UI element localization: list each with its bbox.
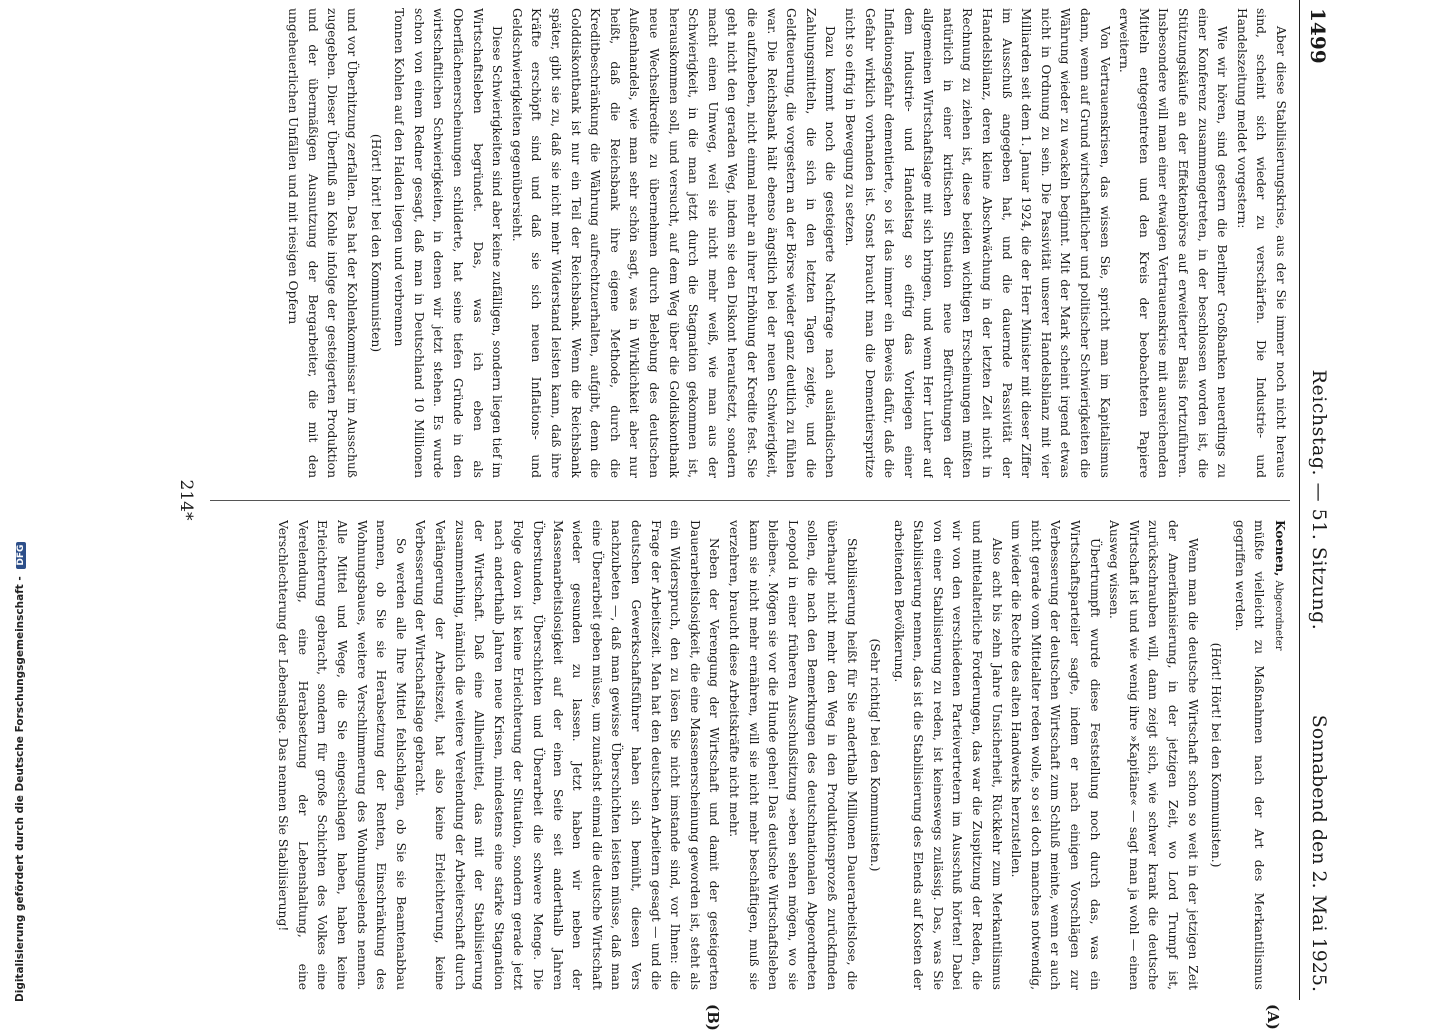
paragraph: Von Vertrauenskrisen, das wissen Sie, spricht man im Kapitalismus dann, wenn auf Grund wirtschaftlicher und politischer Schwierigkeiten die Währung wieder zu wackeln beginnt. Mit der Mark scheint irgend etwas nicht in Ordnung zu sein. Die Passivität unserer Handelsbilanz mit vier Milliarden seit dem 1. Januar 1924, die der Herr Minister mit dieser Ziffer im Ausschuß angegeben hat, und die dauernde Passivität der Handelsbilanz, deren kleine Abschwächung in der letzten Zeit nicht in Rechnung zu ziehen ist, diese beiden wichtigen Erscheinungen müßten natürlich in einer kritischen Situation neue Befürchtungen der allgemeinen Wirtschaftslage mit sich bringen, und wenn Herr Luther auf dem Industrie- und Handelstag so eifrig das Vorliegen einer Inflationsgefahr dementierte, so ist das immer ein Beweis dafür, daß die Gefahr wirklich vorhanden ist. Sonst braucht man die Dementierspritze nicht so eifrig in Bewegung zu setzen.	[842, 8, 1112, 478]
dfg-logo: DFG	[16, 542, 26, 569]
page-number: 1499	[1306, 8, 1330, 64]
page-header	[1299, 0, 1334, 1000]
paragraph-quote: Wie wir hören, sind gestern die Berliner Großbanken neuerdings zu einer Konferenz zusammengetreten, in der beschlossen worden ist, die Stützungskäufe an der Effektenbörse auf erweiterter Basis fortzuführen. Insbesondere will man einer etwaigen Vertrauenskrise mit ausreichenden Mitteln entgegentreten und den Kreis der beobachteten Papiere erweitern.	[1117, 8, 1230, 478]
header-title: Reichstag. — 51. Sitzung.	[1308, 369, 1330, 631]
digitization-text: Digitalisierung gefördert durch die Deutsche Forschungsgemeinschaft -	[14, 576, 26, 1002]
paragraph: Dazu kommt noch die gesteigerte Nachfrage nach ausländischen Zahlungsmitteln, die sich in den letzten Tagen zeigte, und die Geldteuerung, die vorgestern an der Börse wieder ganz deutlich zu fühlen war. Die Reichsbank hält ebenso ängstlich bei der neuen Schwierigkeit, die aufzuheben, nicht einmal mehr an ihrer Erhöhung der Kredite fest. Sie geht nicht den geraden Weg, indem sie den Diskont heraufsetzt, sondern macht einen Umweg, weil sie nicht mehr weiß, wie man aus der Schwierigkeit, in die man jetzt durch die Stagnation gekommen ist, herauskommen soll, und versucht, auf dem Weg über die Goldiskontbank neue Wechselkredite zu übernehmen durch Belebung des deutschen Außenhandels, wie man sehr schön sagt, was in Wirklichkeit aber nur heißt, daß die Reichsbank ihre eigene Methode, durch die Kreditbeschränkung die Währung aufrechtzuerhalten, aufgibt, denn die Golddiskontbank ist nur ein Teil der Reichsbank. Wenn die Reichsbank später, gibt sie zu, daß sie nicht mehr Widerstand leisten kann, daß ihre Kräfte erschöpft sind und daß sie sich neuen Inflations- und Geldschwierigkeiten gegenübersieht.	[509, 8, 838, 478]
column-left-text	[210, 520, 1290, 990]
paragraph: Neben der Verengung der Wirtschaft und damit der gesteigerten Dauerarbeitslosigkeit, die eine Massenerscheinung geworden ist, steht als ein Widerspruch, den zu lösen Sie nicht imstande sind, vor Ihnen: die Frage der Arbeitszeit. Man hat den deutschen Arbeitern gesagt — und die deutschen Gewerkschaftsführer haben sich bemüht, diesen Vers nachzubeten —, daß man gewisse Überschichten leisten müsse, daß man eine Überarbeit geben müsse, um zunächst einmal die deutsche Wirtschaft wieder gesunden zu lassen. Jetzt haben wir neben der Massenarbeitslosigkeit auf der einen Seite seit anderthalb Jahren Überstunden, Überschichten und Überarbeit die schwere Menge. Die Folge davon ist keine Erleichterung der Situation, sondern gerade jetzt nach anderthalb Jahren neue Krisen, mindestens eine starke Stagnation der Wirtschaft. Daß eine Allheilmittel, das mit der Stabilisierung zusammenhing, nämlich die weitere Verelendung der Arbeiterschaft durch Verlängerung der Arbeitszeit, hat also keine Erleichterung, keine Verbesserung der Wirtschaftslage gebracht.	[413, 520, 722, 990]
margin-mark-b: (B)	[704, 1004, 722, 1031]
paragraph: und vor Überhitzung zerfallen. Das hat der Kohlenkommissar im Ausschuß zugegeben. Dieser Überfluß an Kohle infolge der gesteigerten Produktion und der übermäßigen Ausnutzung der Bergarbeiter, die mit den ungeheuerlichen Unfällen und mit riesigen Opfern	[286, 8, 360, 478]
header-date: Sonnabend den 2. Mai 1925.	[1308, 714, 1330, 992]
paragraph: Diese Schwierigkeiten sind aber keine zufälligen, sondern liegen tief im Wirtschaftsleben begründet. Das, was ich eben als Oberflächenerscheinungen schilderte, hat seine tiefen Gründe in den wirtschaftlichen Schwierigkeiten, in denen wir jetzt stehen. Es wurde schon von einem Redner gesagt, daß man in Deutschland 10 Millionen Tonnen Kohlen auf den Halden liegen und verbrennen	[392, 8, 505, 478]
paragraph: Übertrumpft wurde diese Feststellung noch durch das, was ein Wirtschaftsparteiler sagte, indem er nach einigen Vorschlägen zur Verbesserung der deutschen Wirtschaft zum Schluß meinte, wenn er auch nicht gerade vom Mittelalter reden wolle, so sei doch manches notwendig, um wieder die Rechte des alten Handwerks herzustellen.	[1009, 520, 1102, 990]
speaker-name: Koenen,	[1273, 520, 1288, 577]
margin-mark-a: (A)	[1264, 1004, 1282, 1030]
paragraph: Aber diese Stabilisierungskrise, aus der Sie immer noch nicht heraus sind, scheint sich wieder zu verschärfen. Die Industrie- und Handelszeitung meldet vorgestern:	[1234, 8, 1288, 478]
paragraph: Stabilisierung heißt für Sie anderthalb Millionen Dauerarbeitslose, die überhaupt nicht mehr den Weg in den Produktionsprozeß zurückfinden sollen, die nach den Bemerkungen des deutschnationalen Abgeordneten Leopold in einer früheren Ausschußsitzung »eben sehen mögen, wo sie bleiben«. Mögen sie vor die Hunde gehen! Das deutsche Wirtschaftsleben kann sie nicht mehr ernähren, will sie nicht mehr beschäftigen, muß sie verzehren, braucht diese Arbeitskräfte nicht mehr.	[726, 520, 859, 990]
paragraph: So werden alle Ihre Mittel fehlschlagen, ob Sie sie Beamtenabbau nennen, ob Sie sie Herabsetzung der Renten, Einschränkung des Wohnungsbaues, weitere Verschlimmerung des Wohnungselends nennen. Alle Mittel und Wege, die Sie eingeschlagen haben, haben keine Erleichterung gebracht, sondern für große Schichten des Volkes eine Verelendung, eine Herabsetzung der Lebenshaltung, eine Verschlechterung der Lebenslage. Das nennen Sie Stabilisierung!	[276, 520, 408, 990]
page-signature: 214*	[176, 479, 196, 521]
speaker-role: Abgeordneter	[1273, 580, 1284, 651]
column-right-text	[210, 8, 1290, 478]
paragraph: Also acht bis zehn Jahre Unsicherheit, Rückkehr zum Merkantilismus und mittelalterliche Forderungen, das war die Zuspitzung der Reden, die wir von den verschiedenen Parteivertretern im Ausschuß hörten! Dabei von einer Stabilisierung zu reden, ist keineswegs zulässig. Das, was Sie Stabilisierung nennen, das ist die Stabilisierung des Elends auf Kosten der arbeitenden Bevölkerung.	[891, 520, 1004, 990]
digitization-note	[2, 12, 26, 1002]
interjection: (Hört! hört! bei den Kommunisten)	[368, 133, 383, 353]
interjection: (Hört! Hört! bei den Kommunisten.)	[1209, 642, 1224, 868]
paragraph: Wenn man die deutsche Wirtschaft schon so weit in der jetzigen Zeit der Amerikanisierung, in der jetzigen Zeit, wo Lord Trumpf ist, zurückschrauben will, dann zeigt sich, wie schwer krank die deutsche Wirtschaft ist und wie wenig ihre »Kapitäne« — sagt man ja wohl — einen Ausweg wissen.	[1107, 520, 1200, 990]
interjection: (Sehr richtig! bei den Kommunisten.)	[868, 638, 883, 872]
column-divider	[210, 500, 1290, 501]
paragraph: müßte vielleicht zu Maßnahmen nach der Art des Merkantilismus gegriffen werden.	[1232, 520, 1267, 990]
document-page	[94, 0, 1334, 1031]
